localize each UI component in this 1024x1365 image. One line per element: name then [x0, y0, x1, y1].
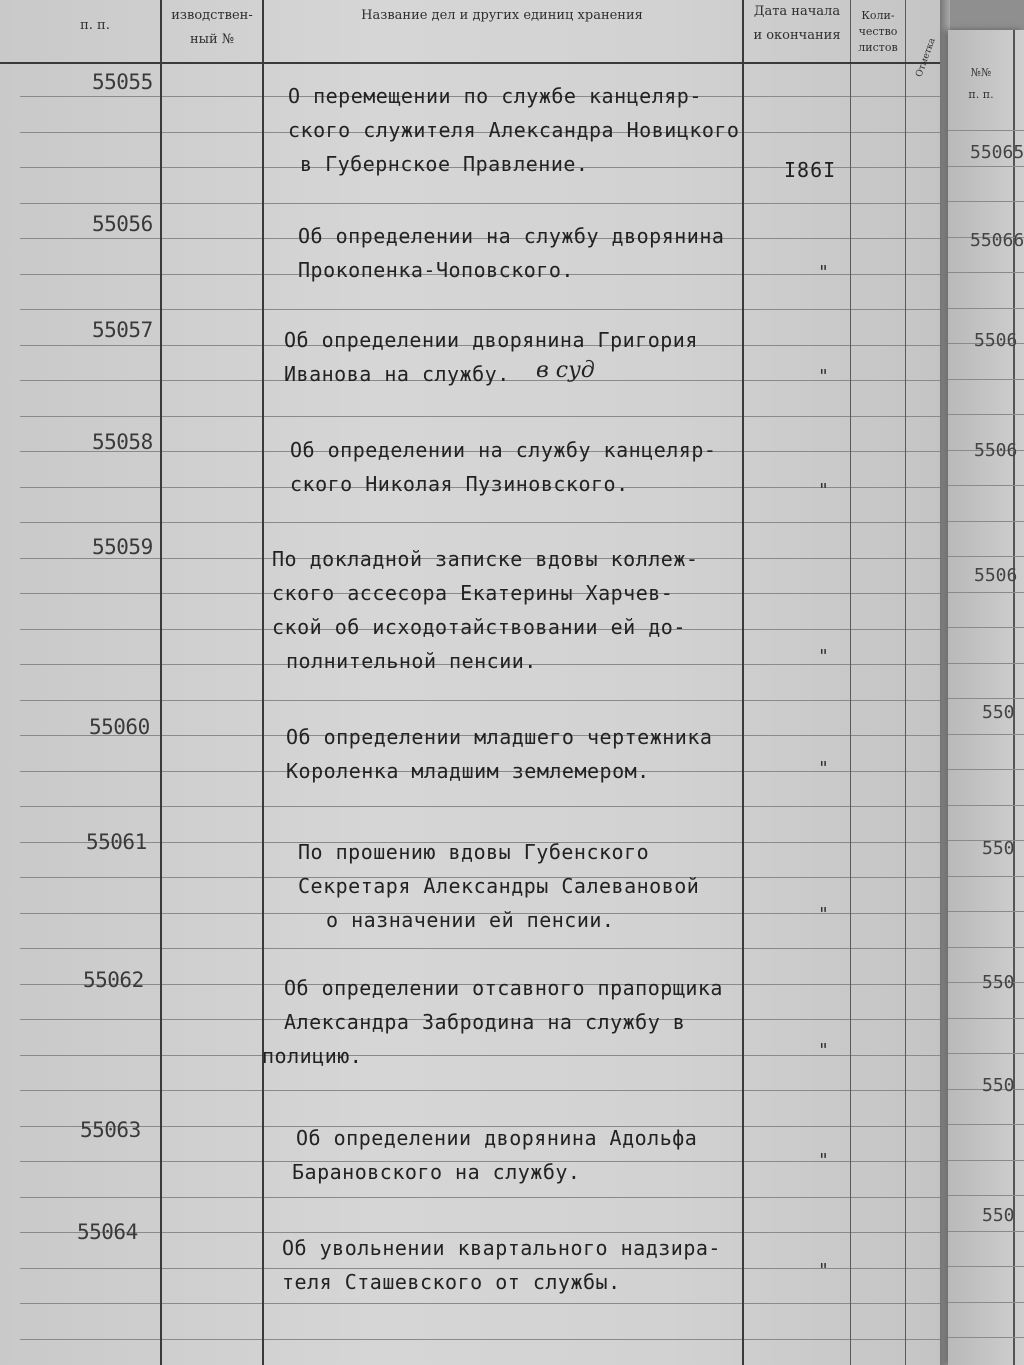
- entry-title-line: Об определении отсавного прапорщика: [284, 976, 723, 1000]
- facing-ruled-line: [948, 308, 1024, 309]
- entry-title-line: полицию.: [262, 1044, 363, 1068]
- facing-ruled-line: [948, 947, 1024, 948]
- facing-ruled-line: [948, 1266, 1024, 1267]
- facing-ruled-line: [948, 414, 1024, 415]
- entry-title-line: Иванова на службу.: [284, 362, 510, 386]
- ruled-line: [20, 1090, 940, 1091]
- header-number: п. п.: [80, 18, 110, 33]
- ruled-line: [20, 700, 940, 701]
- header-production-number: изводствен- ный №: [171, 8, 253, 47]
- entry-title-line: в Губернское Правление.: [300, 152, 589, 176]
- entry-title-line: По прошению вдовы Губенского: [298, 840, 650, 864]
- entry-number: 55064: [77, 1220, 138, 1244]
- facing-ruled-line: [948, 1231, 1024, 1232]
- entry-title-line: Об увольнении квартального надзира-: [282, 1236, 721, 1260]
- facing-ruled-line: [948, 698, 1024, 699]
- entry-year: I86I: [784, 158, 837, 182]
- facing-ruled-line: [948, 805, 1024, 806]
- facing-ruled-line: [948, 734, 1024, 735]
- facing-entry-number: 550: [982, 838, 1015, 859]
- entry-title-line: теля Сташевского от службы.: [282, 1270, 621, 1294]
- entry-title-line: Об определении на службу канцеляр-: [290, 438, 717, 462]
- ruled-line: [20, 1055, 940, 1056]
- facing-ruled-line: [948, 379, 1024, 380]
- entry-title-line: Прокопенка-Чоповского.: [298, 258, 574, 282]
- column-line-4: [850, 0, 851, 1365]
- entry-number: 55060: [89, 715, 150, 739]
- facing-ruled-line: [948, 485, 1024, 486]
- facing-ruled-line: [948, 556, 1024, 557]
- ditto-mark: ": [818, 1150, 829, 1171]
- entry-title-line: Об определении дворянина Григория: [284, 328, 698, 352]
- ditto-mark: ": [818, 904, 829, 925]
- facing-ruled-line: [948, 1018, 1024, 1019]
- facing-ruled-line: [948, 1053, 1024, 1054]
- facing-ruled-line: [948, 1337, 1024, 1338]
- facing-ruled-line: [948, 1124, 1024, 1125]
- entry-number: 55055: [92, 70, 153, 94]
- entry-title-line: ской об исходотайствовании ей до-: [272, 615, 686, 639]
- facing-ruled-line: [948, 769, 1024, 770]
- facing-ruled-line: [948, 592, 1024, 593]
- facing-page: [948, 30, 1024, 1365]
- facing-ruled-line: [948, 663, 1024, 664]
- handwritten-note: в суд: [536, 358, 595, 383]
- facing-ruled-line: [948, 627, 1024, 628]
- entry-title-line: ского ассесора Екатерины Харчев-: [272, 581, 674, 605]
- entry-title-line: Об определении дворянина Адольфа: [296, 1126, 698, 1150]
- ditto-mark: ": [818, 366, 829, 387]
- facing-ruled-line: [948, 272, 1024, 273]
- ruled-line: [20, 203, 940, 204]
- header-notes: Отметка: [914, 36, 938, 79]
- facing-ruled-line: [948, 130, 1024, 131]
- facing-entry-number: 550: [982, 972, 1015, 993]
- column-line-2: [262, 0, 264, 1365]
- ditto-mark: ": [818, 1040, 829, 1061]
- entry-title-line: Барановского на службу.: [292, 1160, 581, 1184]
- facing-ruled-line: [948, 911, 1024, 912]
- facing-entry-number: 5506: [974, 565, 1018, 586]
- ruled-line: [20, 1197, 940, 1198]
- ruled-line: [20, 1339, 940, 1340]
- facing-ruled-line: [948, 876, 1024, 877]
- facing-entry-number: 550: [982, 1205, 1015, 1226]
- facing-ruled-line: [948, 166, 1024, 167]
- ditto-mark: ": [818, 262, 829, 283]
- facing-ruled-line: [948, 1160, 1024, 1161]
- entry-title-line: Александра Забродина на службу в: [284, 1010, 686, 1034]
- ditto-mark: ": [818, 1260, 829, 1281]
- facing-entry-number: 550: [982, 702, 1015, 723]
- entry-title-line: ского Николая Пузиновского.: [290, 472, 629, 496]
- header-title: Название дел и других единиц хранения: [361, 8, 643, 23]
- entry-title-line: ского служителя Александра Новицкого: [288, 118, 740, 142]
- entry-title-line: о назначении ей пенсии.: [326, 908, 615, 932]
- entry-title-line: Об определении младшего чертежника: [286, 725, 713, 749]
- entry-title-line: О перемещении по службе канцеляр-: [288, 84, 702, 108]
- ruled-line: [20, 522, 940, 523]
- facing-header: №№ п. п.: [968, 66, 994, 101]
- header-divider: [0, 62, 940, 64]
- entry-number: 55058: [92, 430, 153, 454]
- ruled-line: [20, 1303, 940, 1304]
- ruled-line: [20, 806, 940, 807]
- column-line-1: [160, 0, 162, 1365]
- entry-number: 55063: [80, 1118, 141, 1142]
- ruled-line: [20, 1232, 940, 1233]
- facing-entry-number: 550: [982, 1075, 1015, 1096]
- ruled-line: [20, 309, 940, 310]
- ruled-line: [20, 416, 940, 417]
- facing-entry-number: 55066: [970, 230, 1024, 251]
- ditto-mark: ": [818, 480, 829, 501]
- ditto-mark: ": [818, 646, 829, 667]
- facing-ruled-line: [948, 201, 1024, 202]
- header-sheet-count: Коли- чество листов: [858, 9, 898, 54]
- facing-ruled-line: [948, 521, 1024, 522]
- entry-number: 55062: [83, 968, 144, 992]
- column-line-3: [742, 0, 744, 1365]
- ruled-line: [20, 948, 940, 949]
- column-line-5: [905, 0, 906, 1365]
- entry-title-line: Короленка младшим землемером.: [286, 759, 650, 783]
- entry-title-line: Секретаря Александры Салевановой: [298, 874, 700, 898]
- ditto-mark: ": [818, 758, 829, 779]
- entry-number: 55057: [92, 318, 153, 342]
- facing-entry-number: 5506: [974, 440, 1018, 461]
- entry-title-line: Об определении на службу дворянина: [298, 224, 725, 248]
- ruled-line: [20, 1268, 940, 1269]
- facing-ruled-line: [948, 1302, 1024, 1303]
- entry-number: 55056: [92, 212, 153, 236]
- facing-ruled-line: [948, 1195, 1024, 1196]
- entry-title-line: полнительной пенсии.: [286, 649, 537, 673]
- entry-number: 55059: [92, 535, 153, 559]
- entry-number: 55061: [86, 830, 147, 854]
- header-dates: Дата начала и окончания: [753, 4, 841, 43]
- entry-title-line: По докладной записке вдовы коллеж-: [272, 547, 699, 571]
- facing-entry-number: 5506: [974, 330, 1018, 351]
- facing-entry-number: 55065: [970, 142, 1024, 163]
